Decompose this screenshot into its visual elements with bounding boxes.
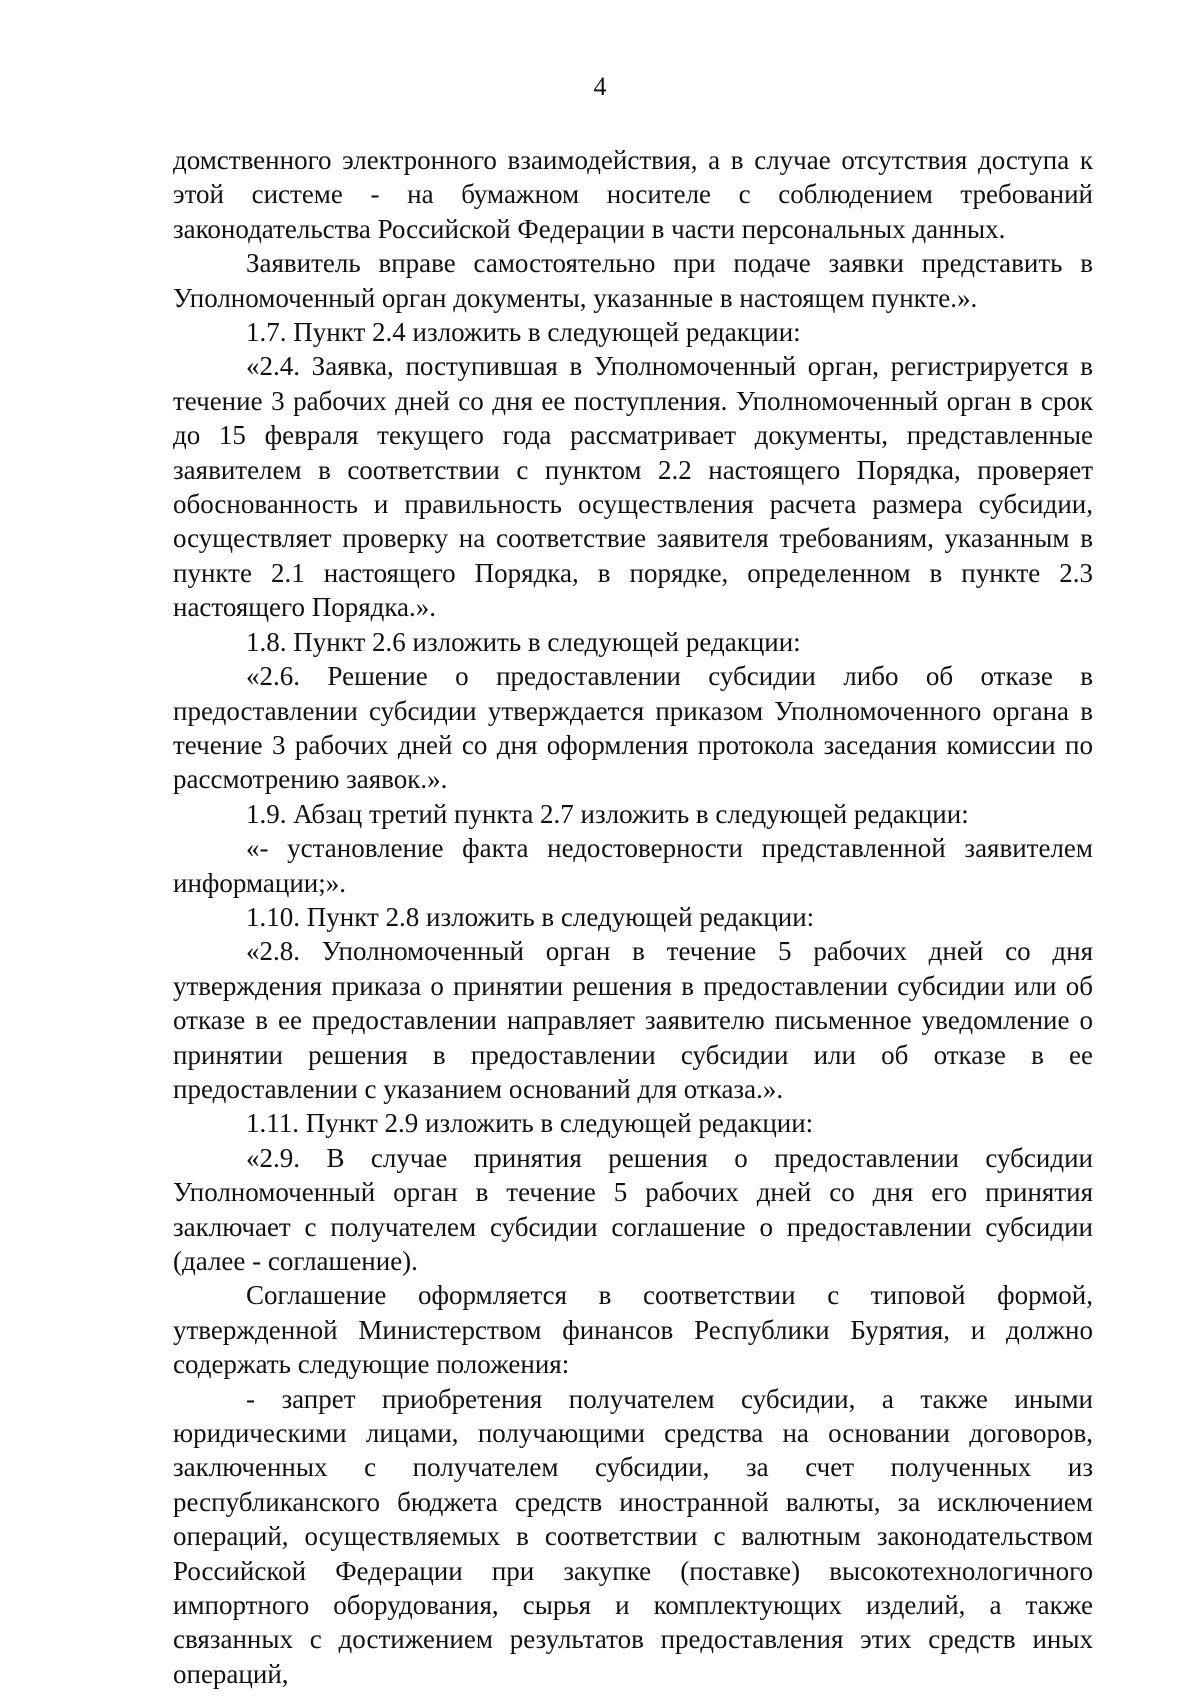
paragraph-item-1-7: 1.7. Пункт 2.4 изложить в следующей редакции:	[246, 317, 801, 348]
paragraph-item-1-11: 1.11. Пункт 2.9 изложить в следующей редакции:	[246, 1108, 814, 1139]
paragraph-item-1-9: 1.9. Абзац третий пункта 2.7 изложить в следующей редакции:	[246, 798, 969, 829]
paragraph-agreement-form: Соглашение оформляется в соответствии с типовой формой, утвержденной Министерством финансов Республики Бурятия, и должно содержать следующие положения:	[173, 1280, 1093, 1380]
paragraph-clause-2-8: «2.8. Уполномоченный орган в течение 5 рабочих дней со дня утверждения приказа о принятии решения в предоставлении субсидии или об отказе в ее предоставлении направляет заявителю письменное уведомление о принятии решения в предоставлении субсидии или об отказе в ее предоставлении с указанием оснований для отказа.».	[173, 936, 1093, 1104]
paragraph-applicant-right: Заявитель вправе самостоятельно при подаче заявки представить в Уполномоченный орган документы, указанные в настоящем пункте.».	[173, 248, 1093, 313]
paragraph-currency-prohibition: - запрет приобретения получателем субсидии, а также иными юридическими лицами, получающими средства на основании договоров, заключенных с получателем субсидии, за счет полученных из республиканского бюджета средств иностранной валюты, за исключением операций, осуществляемых в соответствии с валютным законодательством Российской Федерации при закупке (поставке) высокотехнологичного импортного оборудования, сырья и комплектующих изделий, а также связанных с достижением результатов предоставления этих средств иных операций,	[173, 1383, 1093, 1689]
document-body	[173, 143, 1093, 1691]
paragraph-clause-2-9: «2.9. В случае принятия решения о предоставлении субсидии Уполномоченный орган в течение 5 рабочих дней со дня его принятия заключает с получателем субсидии соглашение о предоставлении субсидии (далее - соглашение).	[173, 1142, 1093, 1276]
page-number: 4	[593, 72, 607, 101]
paragraph-item-1-8: 1.8. Пункт 2.6 изложить в следующей редакции:	[246, 626, 801, 657]
paragraph-item-1-10: 1.10. Пункт 2.8 изложить в следующей редакции:	[246, 901, 815, 932]
paragraph-clause-2-4: «2.4. Заявка, поступившая в Уполномоченный орган, регистрируется в течение 3 рабочих дней со дня ее поступления. Уполномоченный орган в срок до 15 февраля текущего года рассматривает документы, представленные заявителем в соответствии с пунктом 2.2 настоящего Порядка, проверяет обоснованность и правильность осуществления расчета размера субсидии, осуществляет проверку на соответствие заявителя требованиям, указанным в пункте 2.1 настоящего Порядка, в порядке, определенном в пункте 2.3 настоящего Порядка.».	[173, 351, 1093, 623]
paragraph-continuation: домственного электронного взаимодействия, а в случае отсутствия доступа к этой системе - на бумажном носителе с соблюдением требований законодательства Российской Федерации в части персональных данных.	[173, 145, 1093, 244]
paragraph-clause-2-6: «2.6. Решение о предоставлении субсидии либо об отказе в предоставлении субсидии утверждается приказом Уполномоченного органа в течение 3 рабочих дней со дня оформления протокола заседания комиссии по рассмотрению заявок.».	[173, 661, 1093, 795]
paragraph-clause-2-7: «- установление факта недостоверности представленной заявителем информации;».	[173, 833, 1093, 898]
